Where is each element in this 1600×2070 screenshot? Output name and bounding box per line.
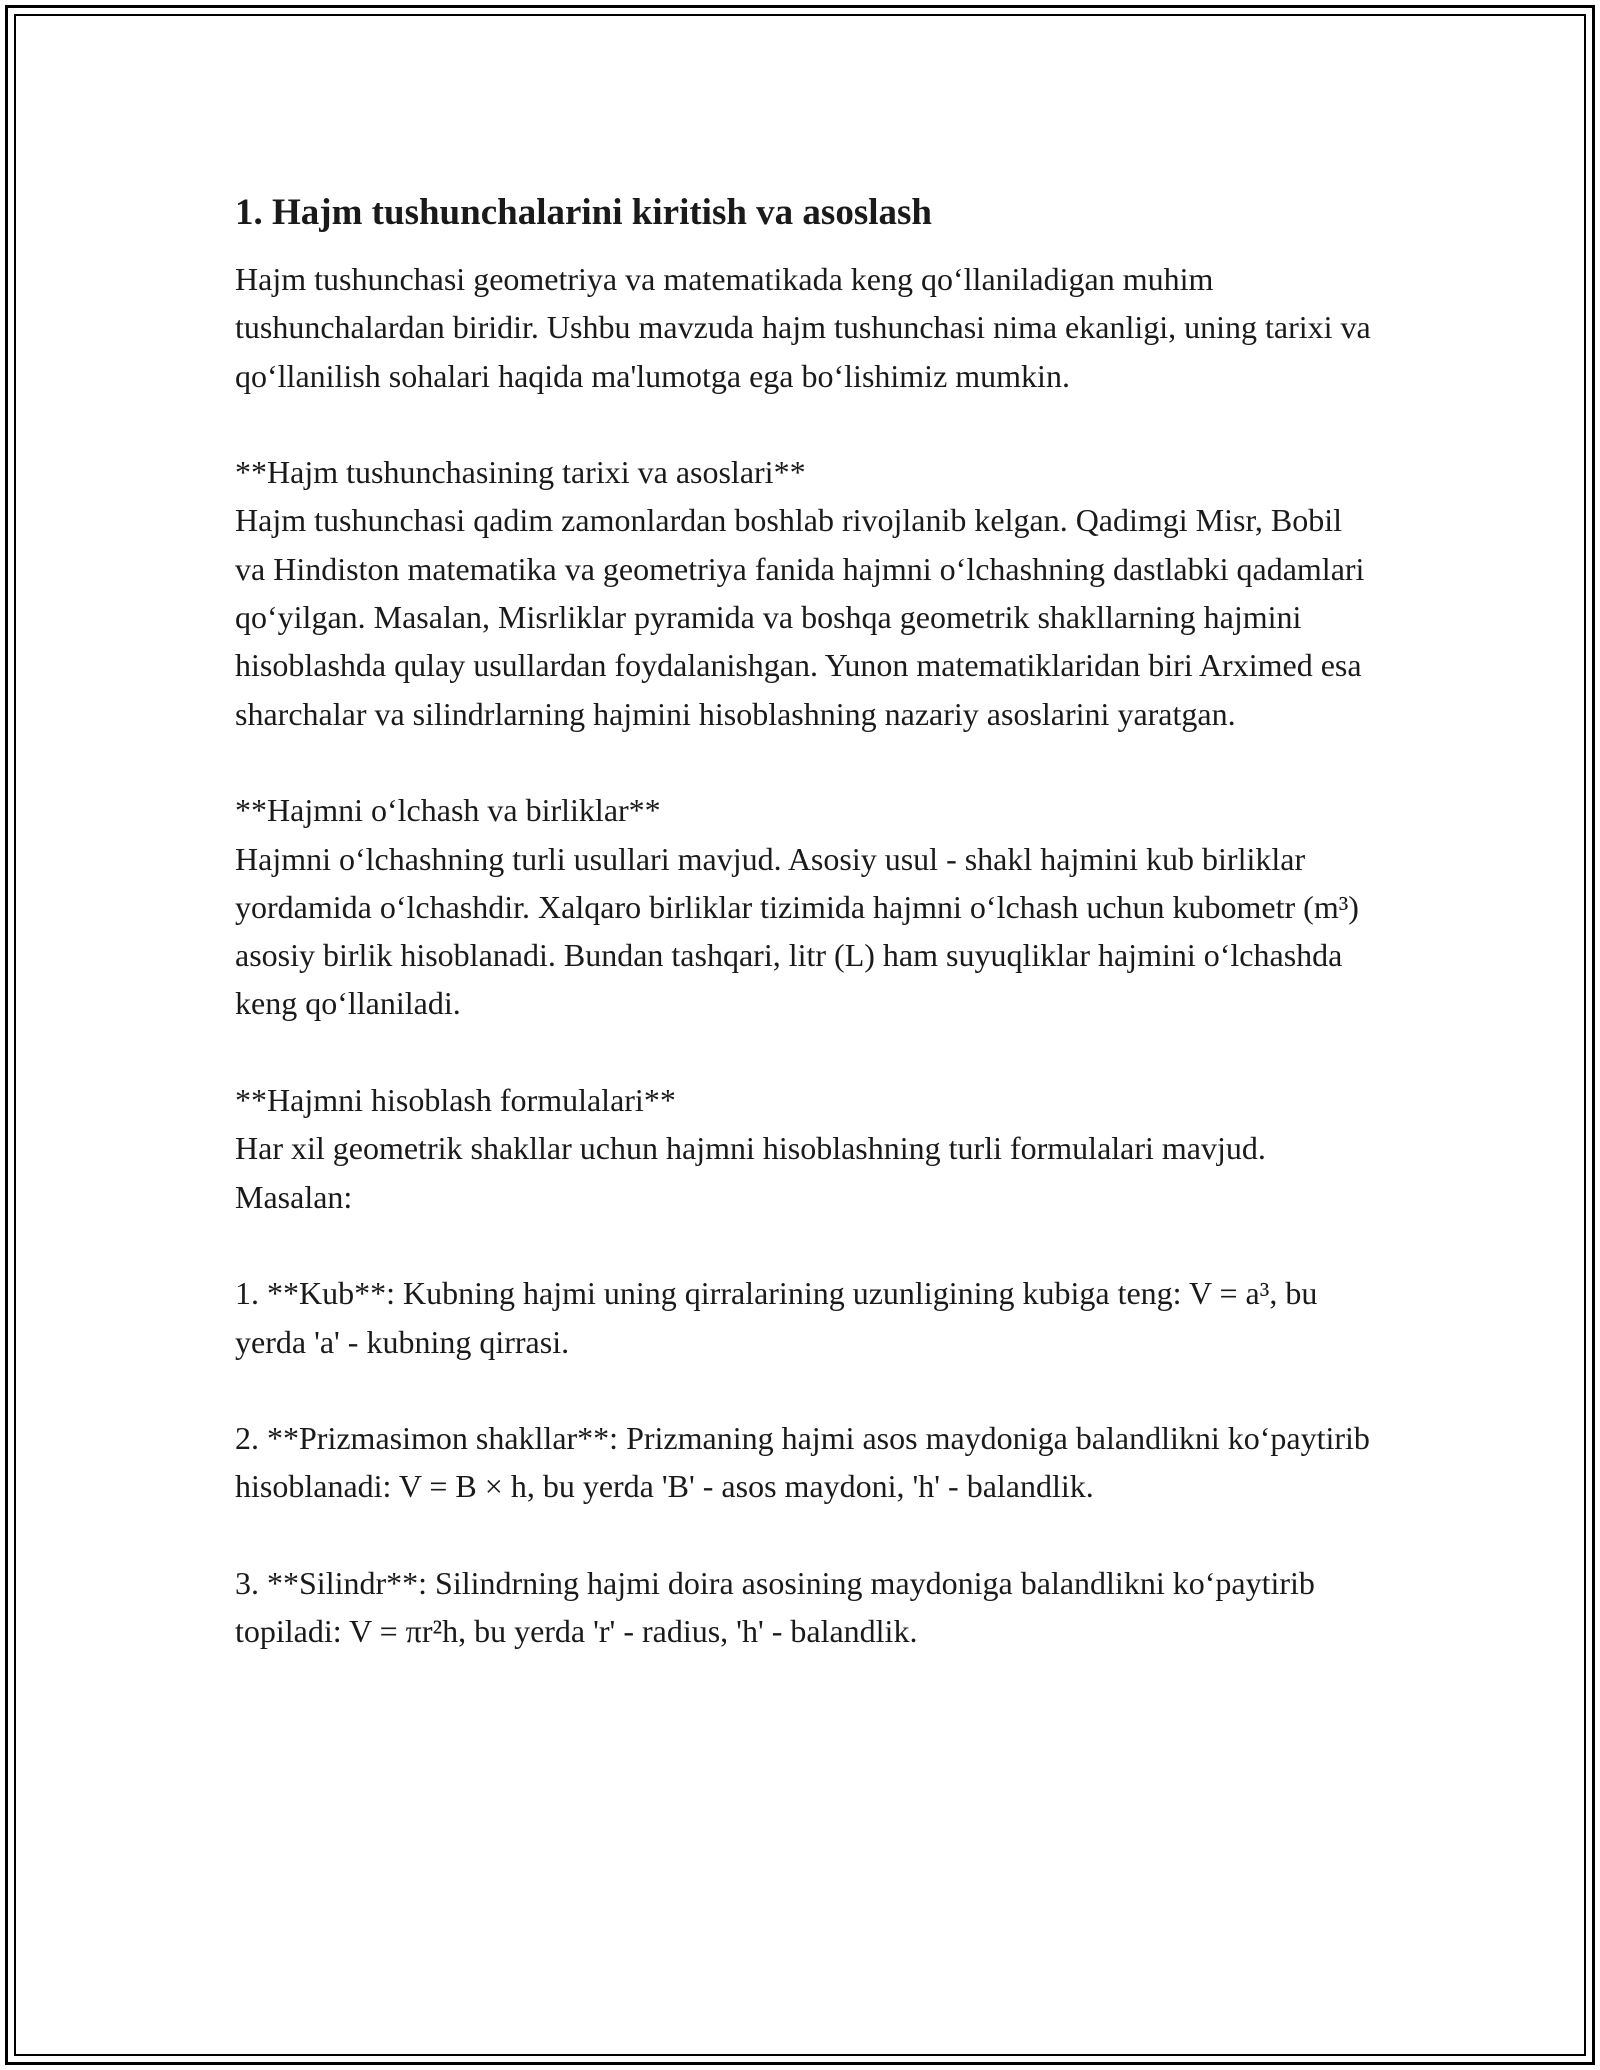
section-text: Har xil geometrik shakllar uchun hajmni hisoblashning turli formulalari mavjud. Masalan: [235, 1130, 1266, 1215]
list-item-cube: 1. **Kub**: Kubning hajmi uning qirralarining uzunligining kubiga teng: V = a³, bu yerda 'a' - kubning qirrasi. [235, 1275, 1318, 1360]
section-history [235, 448, 1375, 738]
section-units [235, 786, 1375, 1027]
list-item-cylinder: 3. **Silindr**: Silindrning hajmi doira asosining maydoniga balandlikni ko‘paytirib topiladi: V = πr²h, bu yerda 'r' - radius, 'h' - balandlik. [235, 1565, 1315, 1650]
list-item-prism: 2. **Prizmasimon shakllar**: Prizmaning hajmi asos maydoniga balandlikni ko‘paytirib hisoblanadi: V = B × h, bu yerda 'B' - asos maydoni, 'h' - balandlik. [235, 1420, 1370, 1505]
section-formulas [235, 1076, 1375, 1221]
document-title: 1. Hajm tushunchalarini kiritish va asoslash [235, 192, 932, 233]
document-body [235, 185, 1375, 1704]
section-heading: **Hajmni o‘lchash va birliklar** [235, 792, 661, 829]
section-text: Hajmni o‘lchashning turli usullari mavjud. Asosiy usul - shakl hajmini kub birliklar yordamida o‘lchashdir. Xalqaro birliklar tizimida hajmni o‘lchash uchun kubometr (m³) asosiy birlik hisoblanadi. Bundan tashqari, litr (L) ham suyuqliklar hajmini o‘lchashda keng qo‘llaniladi. [235, 840, 1359, 1022]
section-text: Hajm tushunchasi qadim zamonlardan boshlab rivojlanib kelgan. Qadimgi Misr, Bobil va Hindiston matematika va geometriya fanida hajmni o‘lchashning dastlabki qadamlari qo‘yilgan. Masalan, Misrliklar pyramida va boshqa geometrik shakllarning hajmini hisoblashda qulay usullardan foydalanishgan. Yunon matematiklaridan biri Arximed esa sharchalar va silindrlarning hajmini hisoblashning nazariy asoslarini yaratgan. [235, 502, 1365, 732]
section-heading: **Hajmni hisoblash formulalari** [235, 1082, 676, 1119]
intro-paragraph: Hajm tushunchasi geometriya va matematikada keng qo‘llaniladigan muhim tushunchalardan biridir. Ushbu mavzuda hajm tushunchasi nima ekanligi, uning tarixi va qo‘llanilish sohalari haqida ma'lumotga ega bo‘lishimiz mumkin. [235, 261, 1371, 394]
section-heading: **Hajm tushunchasining tarixi va asoslari** [235, 454, 806, 491]
